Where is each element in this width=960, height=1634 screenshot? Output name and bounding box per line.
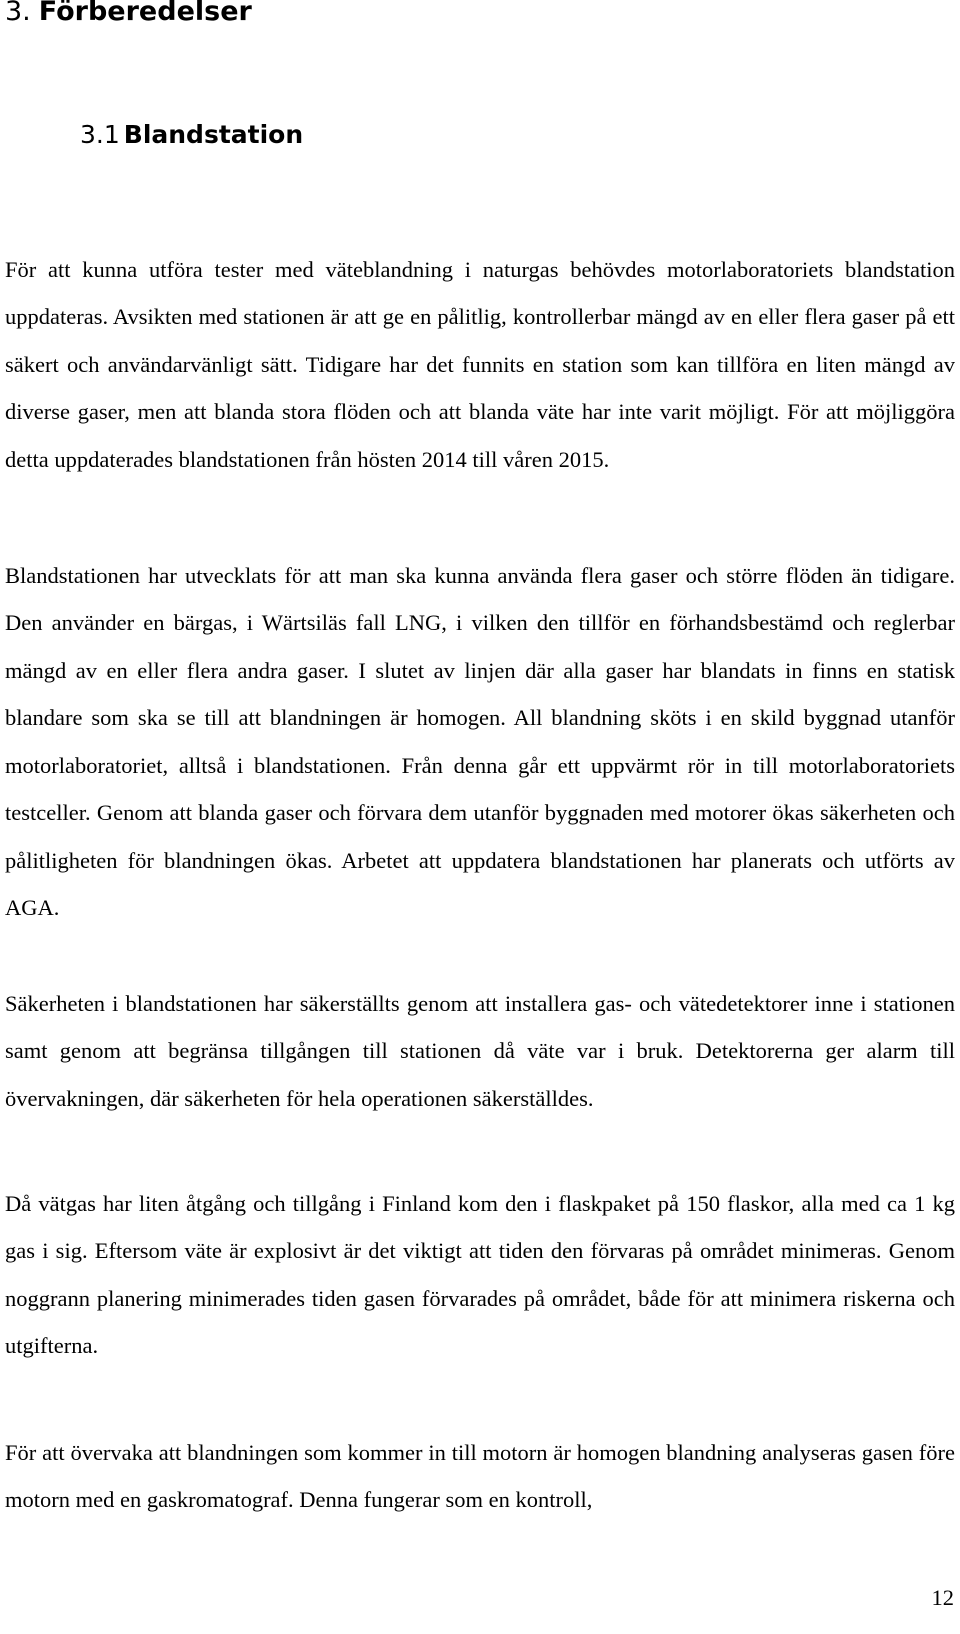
- paragraph: För att övervaka att blandningen som kommer in till motorn är homogen blandning analyseras gasen före motorn med en gaskromatograf. Denna fungerar som en kontroll,: [5, 1439, 955, 1512]
- paragraph: Blandstationen har utvecklats för att man ska kunna använda flera gaser och större flöden än tidigare. Den använder en bärgas, i Wärtsiläs fall LNG, i vilken den tillför en förhandsbestämd och reglerbar mängd av en eller flera andra gaser. I slutet av linjen där alla gaser har blandats in finns en statisk blandare som ska se till att blandningen är homogen. All blandning sköts i en skild byggnad utanför motorlaboratoriet, alltså i blandstationen. Från denna går ett uppvärmt rör in till motorlaboratoriets testceller. Genom att blanda gaser och förvara dem utanför byggnaden med motorer ökas säkerheten och pålitligheten för blandningen ökas. Arbetet att uppdatera blandstationen har planerats och utförts av AGA.: [5, 562, 955, 920]
- paragraph: Då vätgas har liten åtgång och tillgång i Finland kom den i flaskpaket på 150 flaskor, alla med ca 1 kg gas i sig. Eftersom väte är explosivt är det viktigt att tiden den förvaras på området minimeras. Genom noggrann planering minimerades tiden gasen förvarades på området, både för att minimera riskerna och utgifterna.: [5, 1190, 955, 1358]
- page-number: 12: [931, 1585, 954, 1610]
- section-heading: [80, 117, 303, 153]
- chapter-title: Förberedelser: [38, 0, 252, 27]
- paragraph: Säkerheten i blandstationen har säkerställts genom att installera gas- och vätedetektorer inne i stationen samt genom att begränsa tillgången till stationen då väte var i bruk. Detektorerna ger alarm till övervakningen, där säkerheten för hela operationen säkerställdes.: [5, 990, 955, 1111]
- paragraph: För att kunna utföra tester med väteblandning i naturgas behövdes motorlaboratoriets blandstation uppdateras. Avsikten med stationen är att ge en pålitlig, kontrollerbar mängd av en eller flera gaser på ett säkert och användarvänligt sätt. Tidigare har det funnits en station som kan tillföra en liten mängd av diverse gaser, men att blanda stora flöden och att blanda väte har inte varit möjligt. För att möjliggöra detta uppdaterades blandstationen från hösten 2014 till våren 2015.: [5, 256, 955, 472]
- section-title: Blandstation: [123, 120, 304, 149]
- chapter-number: 3.: [5, 0, 31, 27]
- chapter-heading: [5, 0, 252, 32]
- section-number: 3.1: [80, 120, 120, 149]
